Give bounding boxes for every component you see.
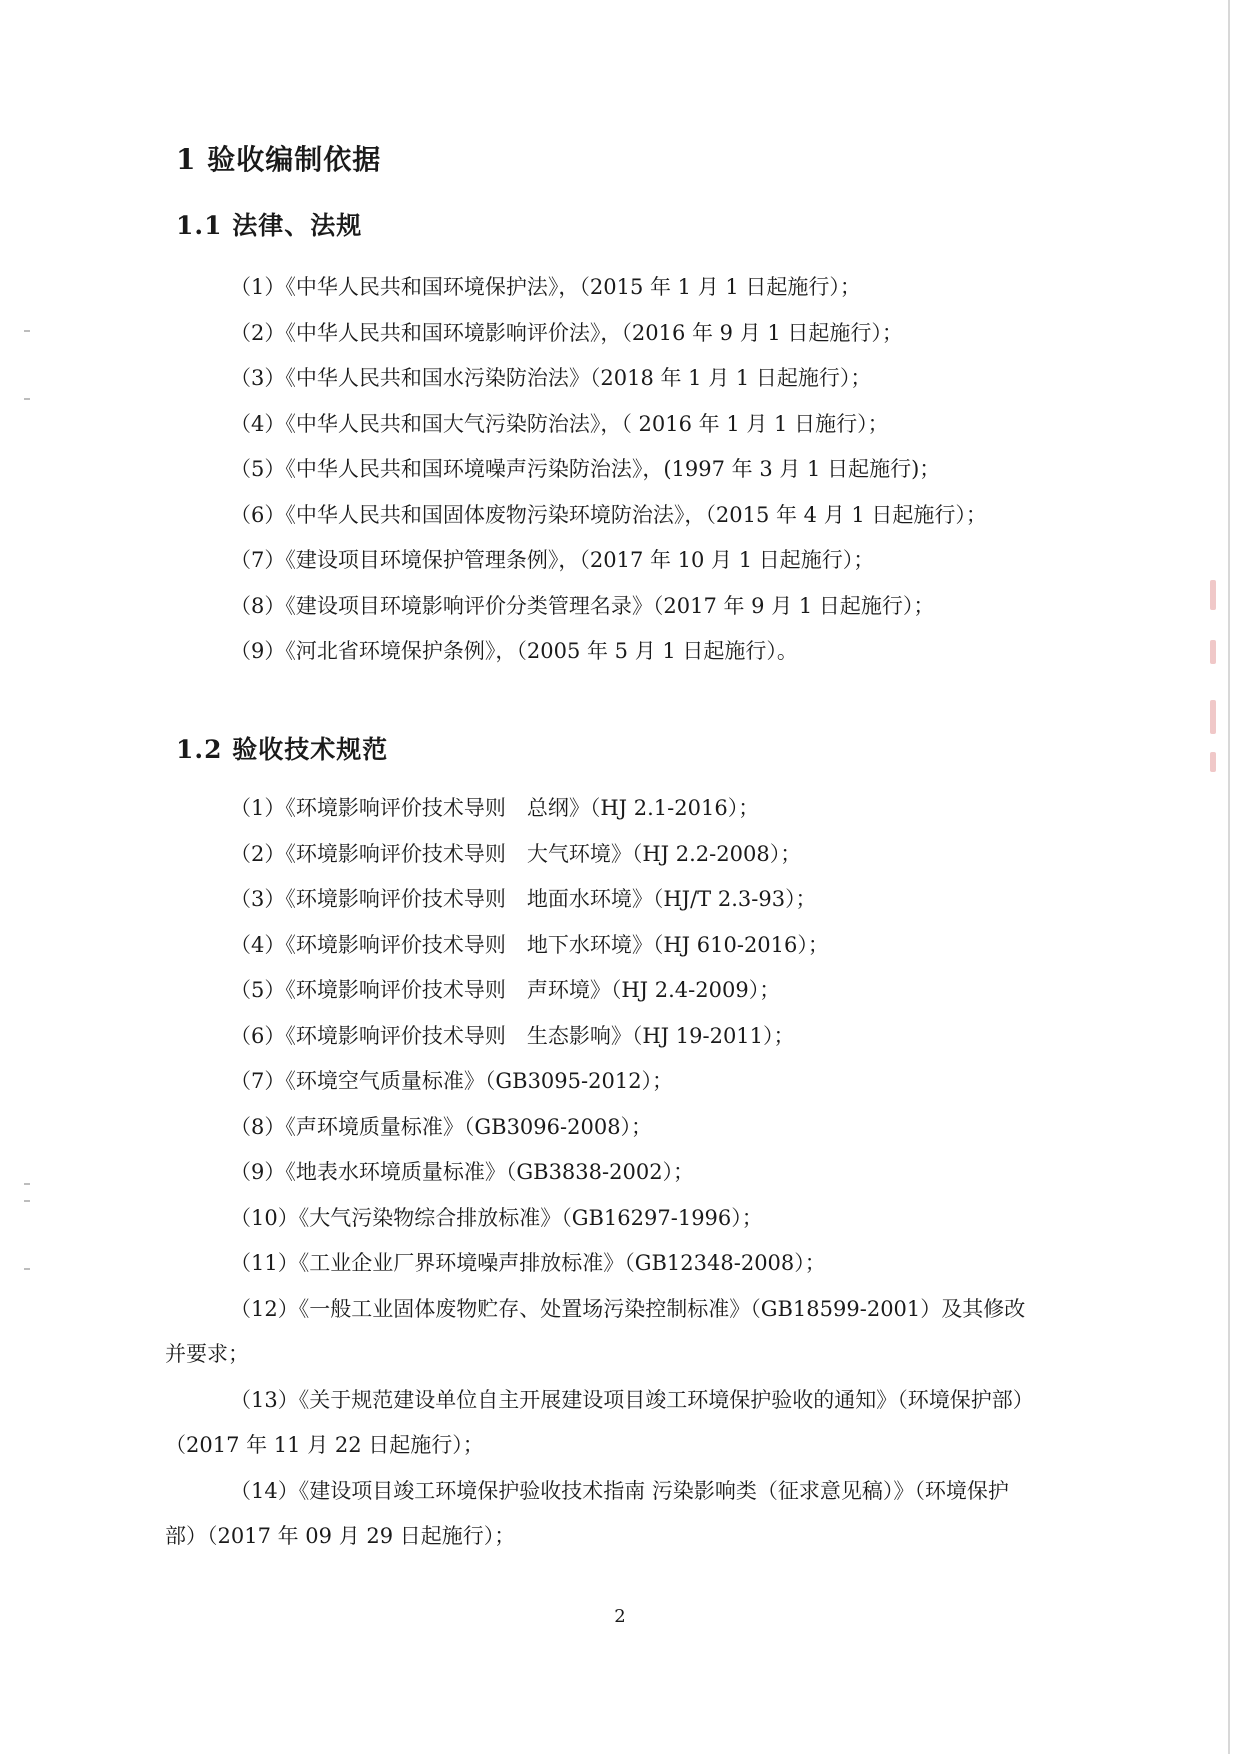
list-item: （4）《环境影响评价技术导则 地下水环境》（HJ 610-2016）； (230, 932, 829, 957)
list-item: （5）《环境影响评价技术导则 声环境》（HJ 2.4-2009）； (230, 978, 781, 1002)
stamp-bleed-mark (1210, 700, 1216, 734)
technical-specs-list (165, 786, 1040, 1560)
list-item: （13）《关于规范建设单位自主开展建设项目竣工环境保护验收的通知》（环境保护部）（2017 年 11 月 22 日起施行）； (165, 1387, 1034, 1457)
laws-list (165, 265, 1040, 675)
section-title-laws: 1.1 法律、法规 (176, 211, 363, 240)
stamp-bleed-mark (1210, 752, 1216, 772)
list-item: （7）《环境空气质量标准》（GB3095-2012）； (230, 1069, 674, 1093)
stamp-bleed-mark (1210, 580, 1216, 610)
scan-speck (24, 330, 30, 332)
scan-speck (24, 1200, 30, 1202)
list-item: （2）《中华人民共和国环境影响评价法》，（2016 年 9 月 1 日起施行）； (230, 320, 903, 345)
scan-speck (24, 398, 30, 400)
list-item: （6）《中华人民共和国固体废物污染环境防治法》，（2015 年 4 月 1 日起施行）； (230, 502, 987, 527)
scan-edge-line (1228, 0, 1230, 1754)
list-item: （1）《环境影响评价技术导则 总纲》（HJ 2.1-2016）； (230, 796, 760, 820)
list-item: （8）《建设项目环境影响评价分类管理名录》（2017 年 9 月 1 日起施行）； (230, 593, 935, 618)
list-item: （1）《中华人民共和国环境保护法》，（2015 年 1 月 1 日起施行）； (230, 275, 861, 299)
list-item: （2）《环境影响评价技术导则 大气环境》（HJ 2.2-2008）； (230, 841, 802, 866)
scan-speck (24, 1268, 30, 1270)
list-item: （5）《中华人民共和国环境噪声污染防治法》，(1997 年 3 月 1 日起施行)； (230, 457, 941, 481)
page-number: 2 (614, 1606, 626, 1627)
list-item: （9）《地表水环境质量标准》（GB3838-2002）； (230, 1160, 695, 1184)
list-item: （4）《中华人民共和国大气污染防治法》，（ 2016 年 1 月 1 日施行）； (230, 411, 889, 436)
list-item: （7）《建设项目环境保护管理条例》，（2017 年 10 月 1 日起施行）； (230, 548, 875, 572)
scan-speck (24, 1183, 30, 1185)
stamp-bleed-mark (1210, 640, 1216, 664)
list-item: （12）《一般工业固体废物贮存、处置场污染控制标准》（GB18599-2001）及其修改并要求； (165, 1296, 1026, 1366)
list-item: （14）《建设项目竣工环境保护验收技术指南 污染影响类（征求意见稿）》（环境保护部）（2017 年 09 月 29 日起施行）； (165, 1478, 1009, 1548)
list-item: （10）《大气污染物综合排放标准》（GB16297-1996）； (230, 1205, 763, 1230)
section-title-technical-specs: 1.2 验收技术规范 (176, 735, 389, 764)
list-item: （3）《中华人民共和国水污染防治法》（2018 年 1 月 1 日起施行）； (230, 366, 872, 390)
list-item: （9）《河北省环境保护条例》，（2005 年 5 月 1 日起施行）。 (230, 639, 798, 663)
list-item: （11）《工业企业厂界环境噪声排放标准》（GB12348-2008）； (230, 1251, 826, 1275)
list-item: （8）《声环境质量标准》（GB3096-2008）； (230, 1114, 653, 1139)
list-item: （6）《环境影响评价技术导则 生态影响》（HJ 19-2011）； (230, 1023, 795, 1048)
chapter-title: 1 验收编制依据 (176, 143, 382, 176)
list-item: （3）《环境影响评价技术导则 地面水环境》（HJ/T 2.3-93）； (230, 887, 817, 911)
